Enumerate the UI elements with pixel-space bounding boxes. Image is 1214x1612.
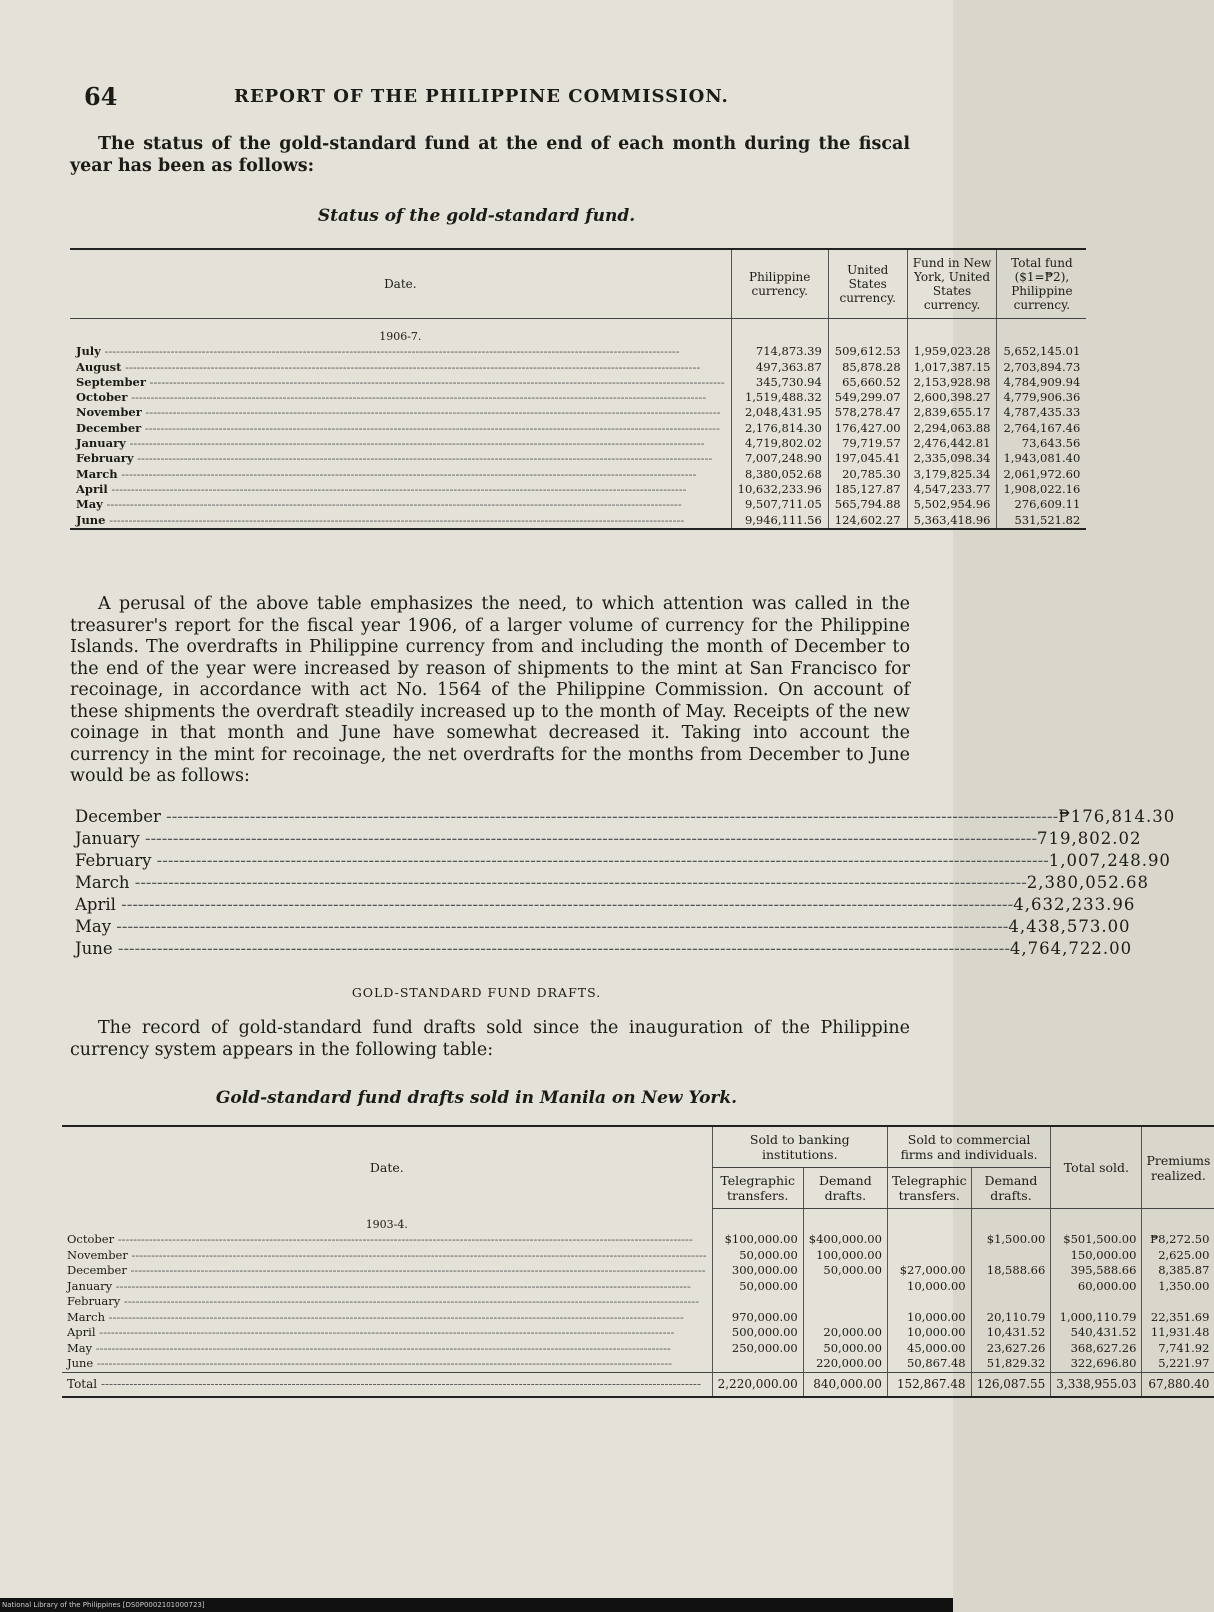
t1-cell: 565,794.88 bbox=[828, 497, 907, 512]
t1-cell: 4,779,906.36 bbox=[997, 390, 1086, 405]
t2-header-demand: Demand drafts. bbox=[803, 1168, 887, 1209]
section-heading: GOLD-STANDARD FUND DRAFTS. bbox=[351, 985, 602, 1000]
t1-cell: 2,294,063.88 bbox=[907, 421, 997, 436]
t1-header-date: Date. bbox=[70, 249, 731, 319]
table1-caption: Status of the gold-standard fund. bbox=[317, 206, 636, 226]
t2-month bbox=[62, 1356, 712, 1372]
t1-row bbox=[70, 360, 1086, 375]
t2-header-premiums: Premiums realized. bbox=[1142, 1126, 1214, 1209]
t1-month bbox=[70, 421, 731, 436]
t2-row bbox=[62, 1248, 1214, 1264]
t2-month bbox=[62, 1263, 712, 1279]
t1-cell: 79,719.57 bbox=[828, 436, 907, 451]
t1-cell: 714,873.39 bbox=[731, 344, 828, 359]
t1-month-label: October ----- bbox=[76, 390, 725, 405]
t1-month bbox=[70, 405, 731, 420]
t2-header-commercial: Sold to commercial firms and individuals. bbox=[887, 1126, 1050, 1168]
t2-cell: 970,000.00 bbox=[712, 1310, 803, 1326]
t2-cell: $100,000.00 bbox=[712, 1232, 803, 1248]
t1-row bbox=[70, 513, 1086, 529]
t2-cell: 50,000.00 bbox=[712, 1248, 803, 1264]
t2-month-label: October ----- bbox=[67, 1232, 707, 1248]
t1-month bbox=[70, 497, 731, 512]
t2-year: 1903-4. bbox=[365, 1217, 408, 1231]
t2-header-demand-2: Demand drafts. bbox=[971, 1168, 1051, 1209]
t2-cell: 50,867.48 bbox=[887, 1356, 971, 1372]
t1-row bbox=[70, 467, 1086, 482]
t1-cell: 65,660.52 bbox=[828, 375, 907, 390]
overdraft-row bbox=[75, 872, 1149, 894]
overdraft-amount: 2,380,052.68 bbox=[1026, 873, 1149, 892]
t1-cell: 509,612.53 bbox=[828, 344, 907, 359]
perusal-paragraph: A perusal of the above table emphasizes the need, to which attention was called in the treasurer's report for the fiscal year 1906, of a larger volume of currency for the Philippine Islands. The overdrafts in Philippine currency from and including the month of December to the end of the year were increased by reason of shipments to the mint at San Francisco for recoinage, in accordance with act No. 1564 of the Philippine Commission. On account of these shipments the overdraft steadily increased up to the month of May. Receipts of the new coinage in that month and June have somewhat decreased it. Taking into account the currency in the mint for recoinage, the net overdrafts for the months from December to June would be as follows: bbox=[70, 594, 910, 786]
overdraft-amount: 4,764,722.00 bbox=[1009, 939, 1133, 958]
t2-cell: 20,000.00 bbox=[803, 1325, 887, 1341]
t1-cell: 2,153,928.98 bbox=[907, 375, 997, 390]
t1-cell: 9,946,111.56 bbox=[731, 513, 828, 529]
t1-cell: 2,061,972.60 bbox=[997, 467, 1086, 482]
t1-row bbox=[70, 405, 1086, 420]
t2-cell bbox=[803, 1279, 887, 1295]
overdraft-amount: 4,438,573.00 bbox=[1008, 917, 1131, 936]
t1-cell: 3,179,825.34 bbox=[907, 467, 997, 482]
t2-cell: 10,431.52 bbox=[971, 1325, 1051, 1341]
footer-bar: National Library of the Philippines [DS0P0002101000723] bbox=[0, 1598, 953, 1612]
t2-cell: 220,000.00 bbox=[803, 1356, 887, 1372]
t1-cell: 5,502,954.96 bbox=[907, 497, 997, 512]
t1-cell: 7,007,248.90 bbox=[731, 451, 828, 466]
t2-row bbox=[62, 1341, 1214, 1357]
t1-cell: 2,335,098.34 bbox=[907, 451, 997, 466]
t2-cell bbox=[887, 1232, 971, 1248]
t2-row bbox=[62, 1356, 1214, 1372]
t2-cell: 51,829.32 bbox=[971, 1356, 1051, 1372]
t2-cell: 2,625.00 bbox=[1142, 1248, 1214, 1264]
t1-row bbox=[70, 390, 1086, 405]
t2-cell: 322,696.80 bbox=[1051, 1356, 1142, 1372]
t2-cell: $501,500.00 bbox=[1051, 1232, 1142, 1248]
overdraft-row bbox=[75, 894, 1136, 916]
t2-cell: 50,000.00 bbox=[803, 1341, 887, 1357]
t2-month-label: December ----- bbox=[67, 1263, 707, 1279]
overdraft-row bbox=[75, 916, 1131, 938]
t1-month bbox=[70, 344, 731, 359]
t1-cell: 549,299.07 bbox=[828, 390, 907, 405]
t1-month-label: January ----- bbox=[76, 436, 725, 451]
t1-cell: 2,600,398.27 bbox=[907, 390, 997, 405]
t1-cell: 1,519,488.32 bbox=[731, 390, 828, 405]
t1-row bbox=[70, 436, 1086, 451]
t1-cell: 4,787,435.33 bbox=[997, 405, 1086, 420]
t1-cell: 1,943,081.40 bbox=[997, 451, 1086, 466]
t1-month bbox=[70, 436, 731, 451]
t1-cell: 20,785.30 bbox=[828, 467, 907, 482]
t1-cell: 2,476,442.81 bbox=[907, 436, 997, 451]
t1-cell: 345,730.94 bbox=[731, 375, 828, 390]
t2-cell: 60,000.00 bbox=[1051, 1279, 1142, 1295]
t1-cell: 73,643.56 bbox=[997, 436, 1086, 451]
t1-month-label: March ----- bbox=[76, 467, 725, 482]
t1-cell: 2,764,167.46 bbox=[997, 421, 1086, 436]
t2-cell: 152,867.48 bbox=[887, 1372, 971, 1397]
t2-cell bbox=[971, 1294, 1051, 1310]
t2-cell: 300,000.00 bbox=[712, 1263, 803, 1279]
t1-month-label: June ----- bbox=[76, 513, 725, 528]
t2-cell: 10,000.00 bbox=[887, 1310, 971, 1326]
t2-cell bbox=[887, 1248, 971, 1264]
t2-cell bbox=[712, 1356, 803, 1372]
t1-cell: 276,609.11 bbox=[997, 497, 1086, 512]
overdraft-amount: ₱176,814.30 bbox=[1058, 807, 1176, 826]
t1-cell: 531,521.82 bbox=[997, 513, 1086, 529]
t2-total-row bbox=[62, 1372, 1214, 1397]
overdraft-row bbox=[75, 828, 1142, 850]
t2-month-label: Total ----- bbox=[67, 1377, 707, 1393]
t1-month-label: December ----- bbox=[76, 421, 725, 436]
t2-cell bbox=[1142, 1294, 1214, 1310]
t2-cell: 500,000.00 bbox=[712, 1325, 803, 1341]
t1-cell: 10,632,233.96 bbox=[731, 482, 828, 497]
t2-cell: $400,000.00 bbox=[803, 1232, 887, 1248]
drafts-sold-table bbox=[62, 1125, 1214, 1398]
t2-cell: 2,220,000.00 bbox=[712, 1372, 803, 1397]
t2-cell bbox=[887, 1294, 971, 1310]
t1-header-philippine: Philippine currency. bbox=[731, 249, 828, 319]
intro-paragraph-1: The status of the gold-standard fund at the end of each month during the fiscal year has been as follows: bbox=[70, 134, 910, 176]
t1-cell: 8,380,052.68 bbox=[731, 467, 828, 482]
t2-month bbox=[62, 1341, 712, 1357]
t2-month bbox=[62, 1279, 712, 1295]
overdrafts-list bbox=[75, 806, 1176, 960]
t2-cell: $1,500.00 bbox=[971, 1232, 1051, 1248]
t1-month bbox=[70, 482, 731, 497]
t2-row bbox=[62, 1294, 1214, 1310]
t2-cell bbox=[1051, 1294, 1142, 1310]
t1-month bbox=[70, 513, 731, 529]
t2-cell: $27,000.00 bbox=[887, 1263, 971, 1279]
t1-cell: 1,959,023.28 bbox=[907, 344, 997, 359]
t2-cell: 5,221.97 bbox=[1142, 1356, 1214, 1372]
t1-cell: 4,547,233.77 bbox=[907, 482, 997, 497]
t1-row bbox=[70, 497, 1086, 512]
t1-row bbox=[70, 375, 1086, 390]
overdraft-month: April ----- bbox=[75, 894, 1013, 916]
t2-month bbox=[62, 1325, 712, 1341]
t2-cell: 1,350.00 bbox=[1142, 1279, 1214, 1295]
table2-caption: Gold-standard fund drafts sold in Manila on New York. bbox=[215, 1088, 738, 1108]
t2-month-label: March ----- bbox=[67, 1310, 707, 1326]
t1-cell: 2,176,814.30 bbox=[731, 421, 828, 436]
t2-cell: 840,000.00 bbox=[803, 1372, 887, 1397]
t2-cell: 10,000.00 bbox=[887, 1279, 971, 1295]
t2-cell: 7,741.92 bbox=[1142, 1341, 1214, 1357]
t2-month-label: May ----- bbox=[67, 1341, 707, 1357]
t1-cell: 5,652,145.01 bbox=[997, 344, 1086, 359]
intro-paragraph-2: The record of gold-standard fund drafts sold since the inauguration of the Philippine currency system appears in the following table: bbox=[70, 1018, 910, 1060]
t2-cell bbox=[803, 1310, 887, 1326]
overdraft-row bbox=[75, 850, 1171, 872]
t1-cell: 4,784,909.94 bbox=[997, 375, 1086, 390]
t1-row bbox=[70, 482, 1086, 497]
t2-header-telegraphic-2: Telegraphic transfers. bbox=[887, 1168, 971, 1209]
t2-cell: 50,000.00 bbox=[712, 1279, 803, 1295]
t2-month-label: April ----- bbox=[67, 1325, 707, 1341]
t2-cell bbox=[971, 1279, 1051, 1295]
t2-month bbox=[62, 1294, 712, 1310]
t2-row bbox=[62, 1279, 1214, 1295]
overdraft-month: February ----- bbox=[75, 850, 1049, 872]
t1-cell: 2,839,655.17 bbox=[907, 405, 997, 420]
t1-cell: 85,878.28 bbox=[828, 360, 907, 375]
t2-month-label: January ----- bbox=[67, 1279, 707, 1295]
t2-cell: 126,087.55 bbox=[971, 1372, 1051, 1397]
t2-cell: 395,588.66 bbox=[1051, 1263, 1142, 1279]
t1-month-label: August ----- bbox=[76, 360, 725, 375]
t1-cell: 4,719,802.02 bbox=[731, 436, 828, 451]
t2-month bbox=[62, 1248, 712, 1264]
t1-cell: 497,363.87 bbox=[731, 360, 828, 375]
t2-cell bbox=[803, 1294, 887, 1310]
t1-row bbox=[70, 421, 1086, 436]
t2-cell: 45,000.00 bbox=[887, 1341, 971, 1357]
t1-cell: 5,363,418.96 bbox=[907, 513, 997, 529]
t1-header-total: Total fund ($1=₱2), Philippine currency. bbox=[997, 249, 1086, 319]
t1-cell: 9,507,711.05 bbox=[731, 497, 828, 512]
overdraft-month: December ----- bbox=[75, 806, 1058, 828]
t1-month-label: September ----- bbox=[76, 375, 725, 390]
t2-cell: 100,000.00 bbox=[803, 1248, 887, 1264]
t1-year: 1906-7. bbox=[379, 330, 422, 343]
t2-header-total-sold: Total sold. bbox=[1051, 1126, 1142, 1209]
t2-cell: 10,000.00 bbox=[887, 1325, 971, 1341]
t1-header-new-york: Fund in New York, United States currency. bbox=[907, 249, 997, 319]
t2-cell: 23,627.26 bbox=[971, 1341, 1051, 1357]
t1-row bbox=[70, 451, 1086, 466]
t1-cell: 2,048,431.95 bbox=[731, 405, 828, 420]
page-number: 64 bbox=[84, 82, 118, 111]
t2-cell: 1,000,110.79 bbox=[1051, 1310, 1142, 1326]
overdraft-month: June ----- bbox=[75, 938, 1010, 960]
t1-month-label: July ----- bbox=[76, 344, 725, 359]
t2-month-label: June ----- bbox=[67, 1356, 707, 1372]
t2-row bbox=[62, 1325, 1214, 1341]
t2-cell: 8,385.87 bbox=[1142, 1263, 1214, 1279]
t2-month bbox=[62, 1310, 712, 1326]
t1-cell: 2,703,894.73 bbox=[997, 360, 1086, 375]
t1-month bbox=[70, 360, 731, 375]
t2-header-telegraphic: Telegraphic transfers. bbox=[712, 1168, 803, 1209]
t2-cell: 540,431.52 bbox=[1051, 1325, 1142, 1341]
t2-cell: 20,110.79 bbox=[971, 1310, 1051, 1326]
t2-row bbox=[62, 1263, 1214, 1279]
t2-cell: 3,338,955.03 bbox=[1051, 1372, 1142, 1397]
t1-month-label: November ----- bbox=[76, 405, 725, 420]
t1-cell: 124,602.27 bbox=[828, 513, 907, 529]
t1-month bbox=[70, 467, 731, 482]
t2-cell bbox=[971, 1248, 1051, 1264]
overdraft-row bbox=[75, 806, 1176, 828]
t2-cell bbox=[712, 1294, 803, 1310]
running-title: REPORT OF THE PHILIPPINE COMMISSION. bbox=[234, 86, 729, 107]
t2-cell: 50,000.00 bbox=[803, 1263, 887, 1279]
t2-cell: 22,351.69 bbox=[1142, 1310, 1214, 1326]
t2-month-label: February ----- bbox=[67, 1294, 707, 1310]
t1-month-label: February ----- bbox=[76, 451, 725, 466]
t1-cell: 578,278.47 bbox=[828, 405, 907, 420]
t2-month bbox=[62, 1232, 712, 1248]
t1-header-us: United States currency. bbox=[828, 249, 907, 319]
t2-row bbox=[62, 1310, 1214, 1326]
t2-cell: ₱8,272.50 bbox=[1142, 1232, 1214, 1248]
t1-cell: 1,908,022.16 bbox=[997, 482, 1086, 497]
t2-cell: 67,880.40 bbox=[1142, 1372, 1214, 1397]
overdraft-month: March ----- bbox=[75, 872, 1027, 894]
overdraft-month: May ----- bbox=[75, 916, 1008, 938]
overdraft-row bbox=[75, 938, 1133, 960]
overdraft-amount: 1,007,248.90 bbox=[1048, 851, 1171, 870]
t1-month bbox=[70, 451, 731, 466]
t2-header-banking: Sold to banking institutions. bbox=[712, 1126, 887, 1168]
t2-cell: 18,588.66 bbox=[971, 1263, 1051, 1279]
t2-cell: 250,000.00 bbox=[712, 1341, 803, 1357]
t1-row bbox=[70, 344, 1086, 359]
t1-cell: 197,045.41 bbox=[828, 451, 907, 466]
t2-month-label: November ----- bbox=[67, 1248, 707, 1264]
t1-month-label: April ----- bbox=[76, 482, 725, 497]
t2-cell: 150,000.00 bbox=[1051, 1248, 1142, 1264]
t1-cell: 185,127.87 bbox=[828, 482, 907, 497]
t1-cell: 176,427.00 bbox=[828, 421, 907, 436]
t1-month-label: May ----- bbox=[76, 497, 725, 512]
t1-cell: 1,017,387.15 bbox=[907, 360, 997, 375]
overdraft-amount: 4,632,233.96 bbox=[1013, 895, 1136, 914]
t2-cell: 11,931.48 bbox=[1142, 1325, 1214, 1341]
gold-standard-fund-table bbox=[70, 248, 1086, 530]
page-header bbox=[84, 82, 893, 112]
t1-month bbox=[70, 390, 731, 405]
t1-month bbox=[70, 375, 731, 390]
t2-row bbox=[62, 1232, 1214, 1248]
t2-month bbox=[62, 1372, 712, 1397]
t2-cell: 368,627.26 bbox=[1051, 1341, 1142, 1357]
t2-header-date: Date. bbox=[369, 1160, 404, 1176]
overdraft-month: January ----- bbox=[75, 828, 1037, 850]
overdraft-amount: 719,802.02 bbox=[1037, 829, 1142, 848]
